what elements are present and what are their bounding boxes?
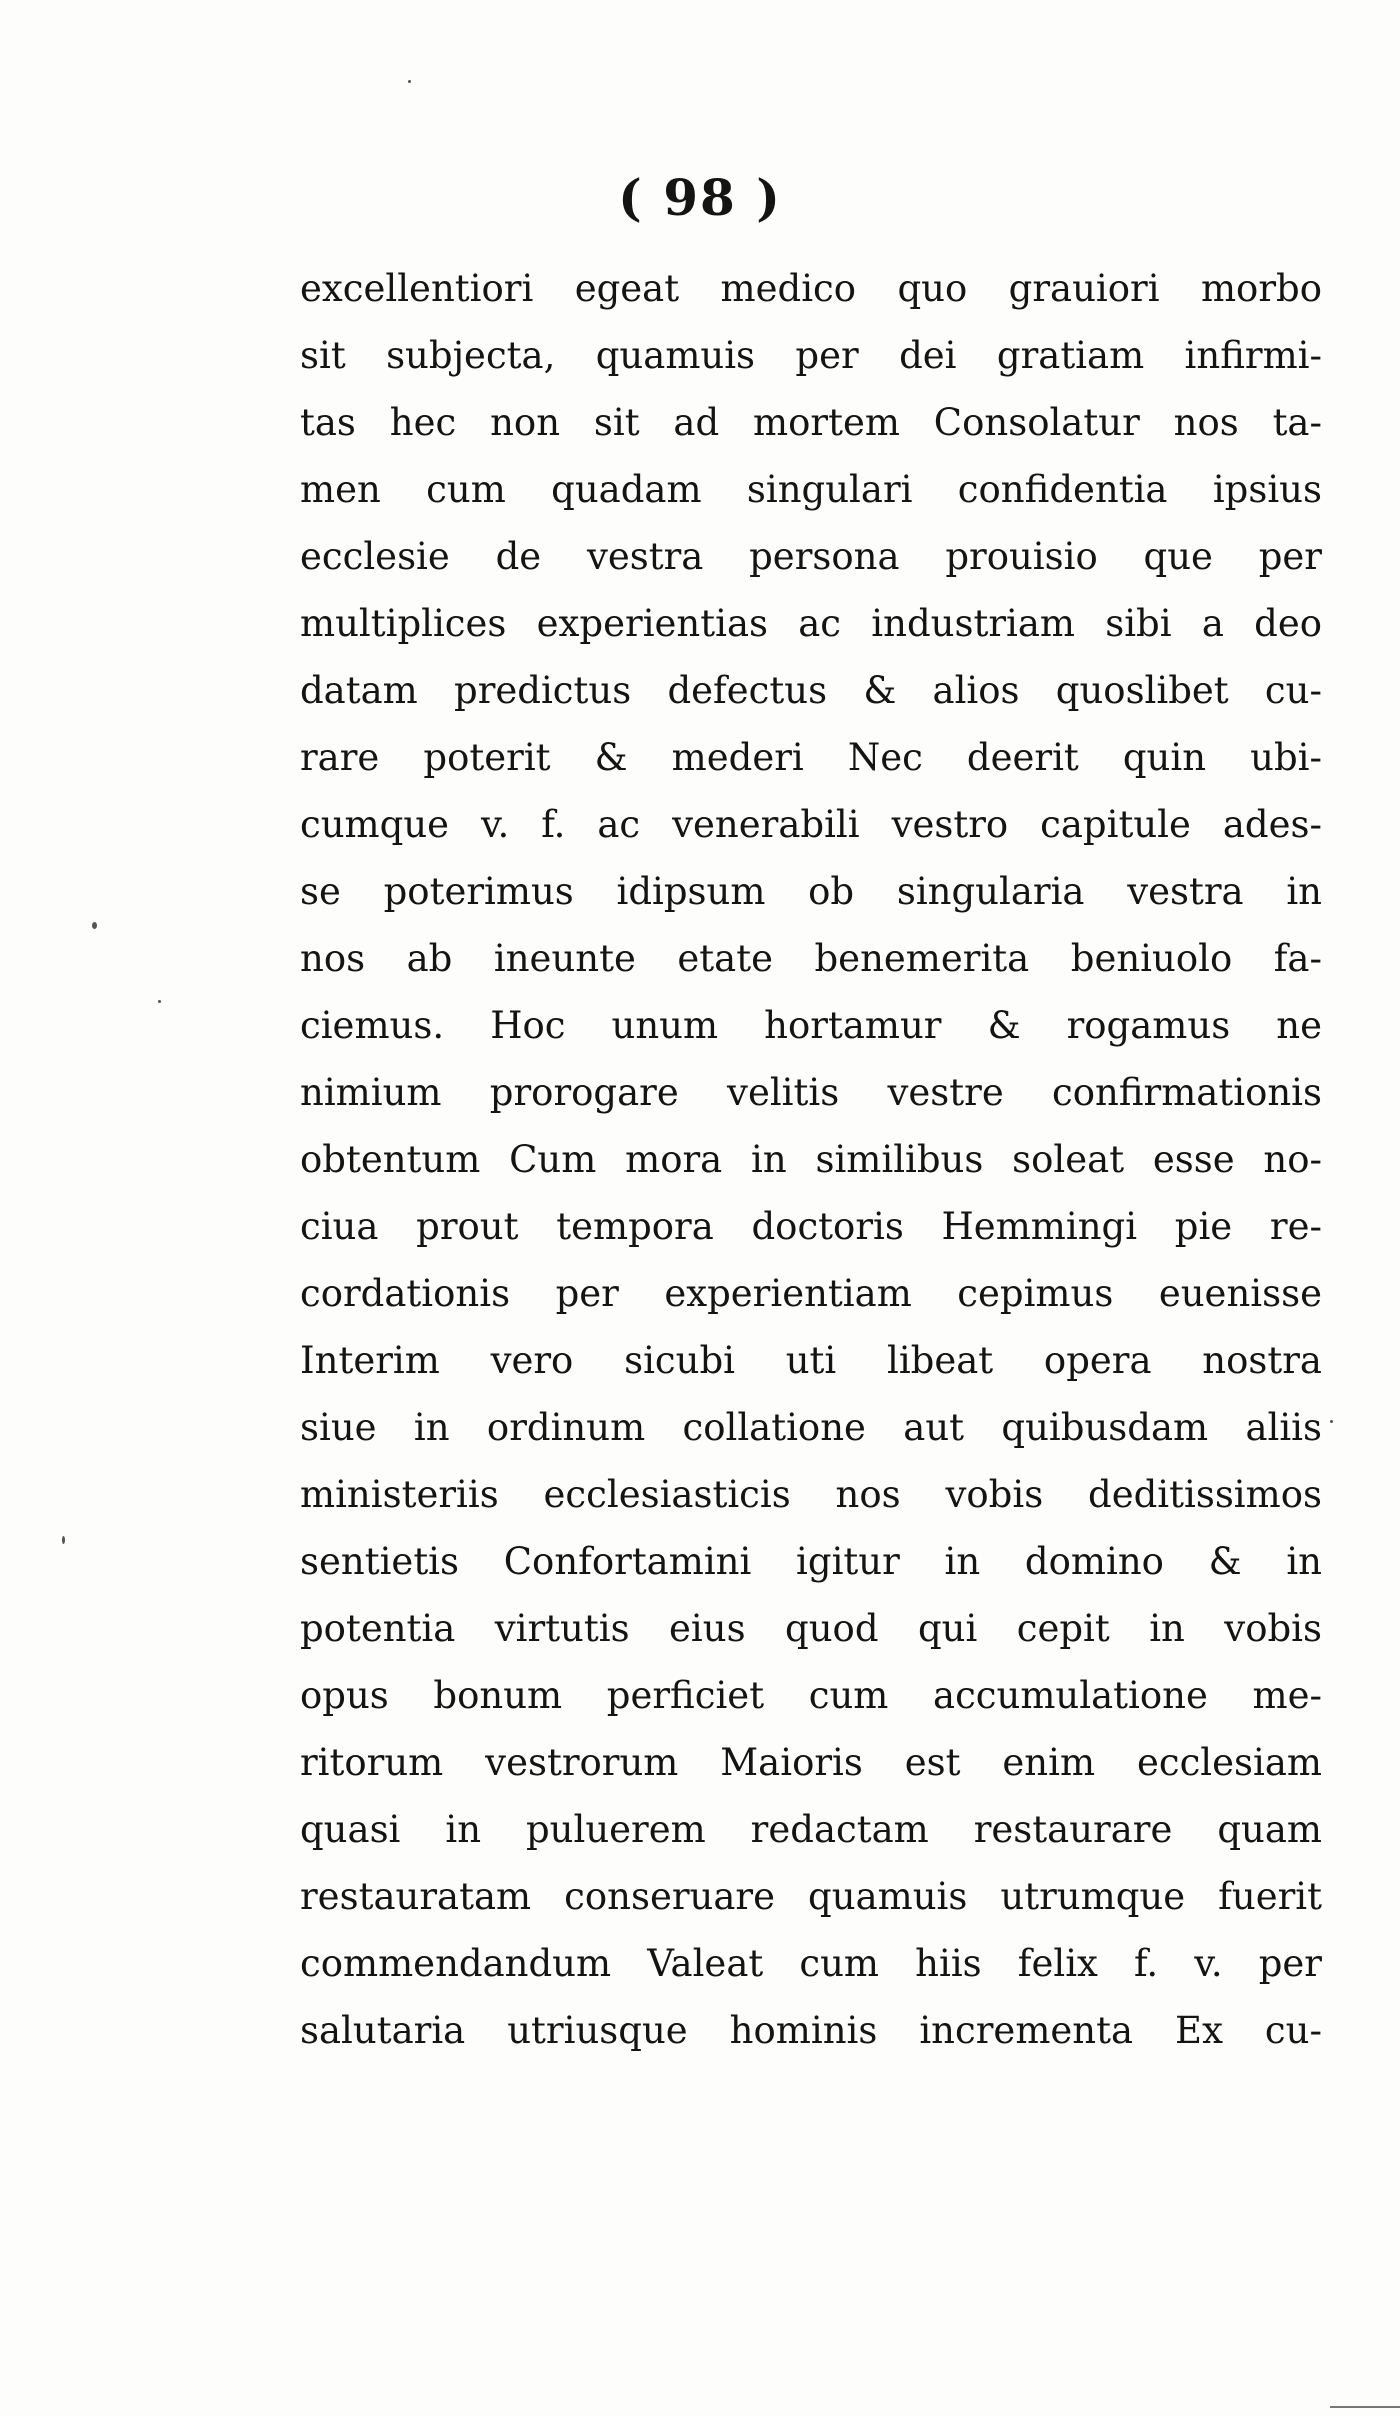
paper-speck xyxy=(62,1536,65,1544)
text-line: salutaria utriusque hominis incrementa Ex cu- xyxy=(300,2009,1322,2052)
scan-edge-mark xyxy=(1330,2406,1400,2408)
paper-speck xyxy=(158,1000,161,1003)
text-line: quasi in puluerem redactam restaurare quam xyxy=(300,1808,1322,1851)
text-line: nos ab ineunte etate benemerita beniuolo fa- xyxy=(300,937,1322,980)
text-line: ritorum vestrorum Maioris est enim ecclesiam xyxy=(300,1741,1322,1784)
paper-speck xyxy=(92,922,97,929)
text-line: ciua prout tempora doctoris Hemmingi pie re- xyxy=(300,1205,1322,1248)
page-number: ( 98 ) xyxy=(618,168,782,227)
text-line: restauratam conseruare quamuis utrumque fuerit xyxy=(300,1875,1322,1918)
text-line: ecclesie de vestra persona prouisio que per xyxy=(300,535,1322,578)
body-text xyxy=(300,255,1322,2064)
text-line: men cum quadam singulari confidentia ipsius xyxy=(300,468,1322,511)
text-line: sit subjecta, quamuis per dei gratiam infirmi- xyxy=(300,334,1322,377)
paper-speck xyxy=(1330,1420,1333,1423)
text-line: excellentiori egeat medico quo grauiori morbo xyxy=(300,267,1322,310)
text-line: opus bonum perficiet cum accumulatione me- xyxy=(300,1674,1322,1717)
text-line: se poterimus idipsum ob singularia vestra in xyxy=(300,870,1322,913)
text-line: cumque v. f. ac venerabili vestro capitule ades- xyxy=(300,803,1322,846)
text-line: multiplices experientias ac industriam sibi a deo xyxy=(300,602,1322,645)
text-line: cordationis per experientiam cepimus euenisse xyxy=(300,1272,1322,1315)
text-line: siue in ordinum collatione aut quibusdam aliis xyxy=(300,1406,1322,1449)
text-line: ministeriis ecclesiasticis nos vobis deditissimos xyxy=(300,1473,1322,1516)
text-line: obtentum Cum mora in similibus soleat esse no- xyxy=(300,1138,1322,1181)
text-line: nimium prorogare velitis vestre confirmationis xyxy=(300,1071,1322,1114)
text-line: potentia virtutis eius quod qui cepit in vobis xyxy=(300,1607,1322,1650)
text-line: tas hec non sit ad mortem Consolatur nos ta- xyxy=(300,401,1322,444)
text-line: Interim vero sicubi uti libeat opera nostra xyxy=(300,1339,1322,1382)
text-line: datam predictus defectus & alios quoslibet cu- xyxy=(300,669,1322,712)
paper-speck xyxy=(408,80,411,83)
text-line: ciemus. Hoc unum hortamur & rogamus ne xyxy=(300,1004,1322,1047)
text-line: commendandum Valeat cum hiis felix f. v. per xyxy=(300,1942,1322,1985)
text-line: sentietis Confortamini igitur in domino & in xyxy=(300,1540,1322,1583)
text-line: rare poterit & mederi Nec deerit quin ubi- xyxy=(300,736,1322,779)
